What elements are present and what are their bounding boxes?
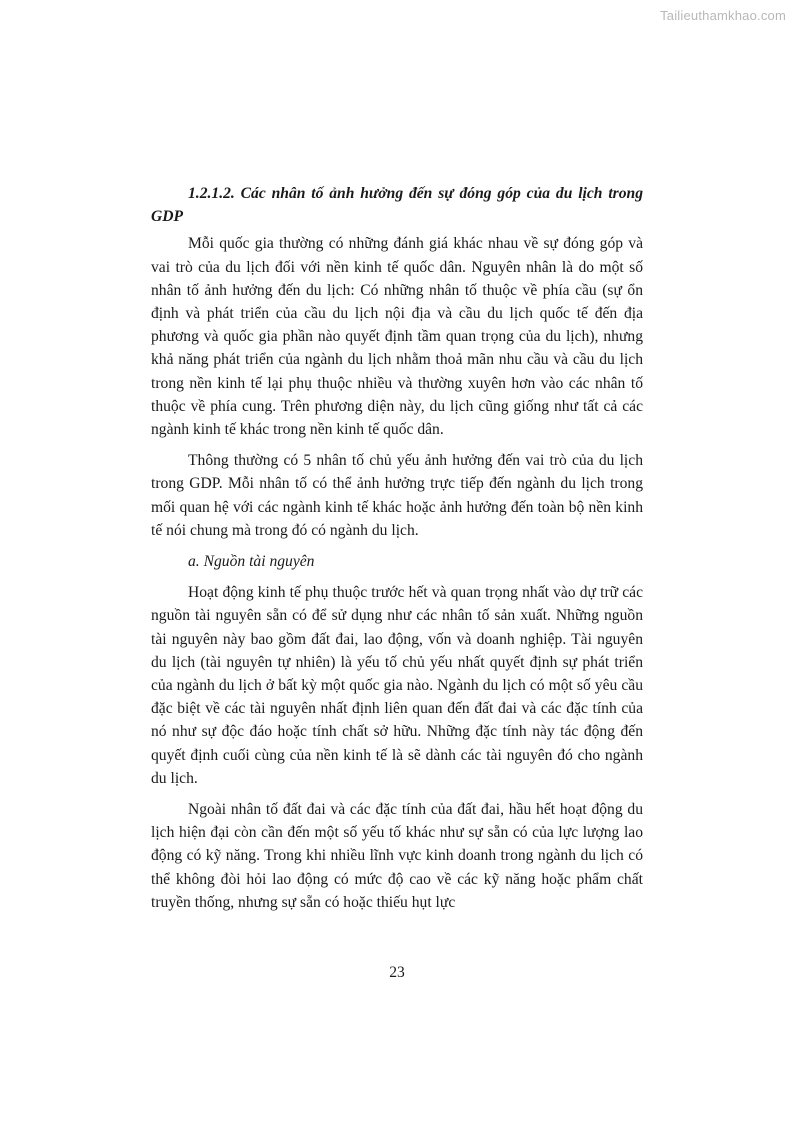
watermark: Tailieuthamkhao.com [660, 8, 786, 23]
page-number: 23 [389, 964, 405, 981]
paragraph-3: Hoạt động kinh tế phụ thuộc trước hết và quan trọng nhất vào dự trữ các nguồn tài nguyên sẵn có để sử dụng như các nhân tố sản xuất. Những nguồn tài nguyên này bao gồm đất đai, lao động, vốn và doanh nghiệp. Tài nguyên du lịch (tài nguyên tự nhiên) là yếu tố chủ yếu nhất quyết định sự phát triển của ngành du lịch ở bất kỳ một quốc gia nào. Ngành du lịch có một số yêu cầu đặc biệt về các tài nguyên nhất định liên quan đến đất đai và các đặc tính của nó như sự độc đáo hoặc tính chất sở hữu. Những đặc tính này tác động đến quyết định cuối cùng của nền kinh tế là sẽ dành các tài nguyên đó cho ngành du lịch. [151, 584, 643, 787]
paragraph-2: Thông thường có 5 nhân tố chủ yếu ảnh hưởng đến vai trò của du lịch trong GDP. Mỗi nhân tố có thể ảnh hưởng trực tiếp đến ngành du lịch trong mối quan hệ với các ngành kinh tế khác hoặc ảnh hưởng đến toàn bộ nền kinh tế nói chung mà trong đó có ngành du lịch. [151, 452, 643, 539]
page-content [151, 182, 643, 922]
paragraph-4: Ngoài nhân tố đất đai và các đặc tính của đất đai, hầu hết hoạt động du lịch hiện đại còn cần đến một số yếu tố khác như sự sẵn có của lực lượng lao động có kỹ năng. Trong khi nhiều lĩnh vực kinh doanh trong ngành du lịch có thể không đòi hỏi lao động có mức độ cao về các kỹ năng hoặc phẩm chất truyền thống, nhưng sự sẵn có hoặc thiếu hụt lực [151, 801, 643, 911]
paragraph-1: Mỗi quốc gia thường có những đánh giá khác nhau về sự đóng góp và vai trò của du lịch đối với nền kinh tế quốc dân. Nguyên nhân là do một số nhân tố ảnh hưởng đến du lịch: Có những nhân tố thuộc về phía cầu (sự ổn định và phát triển của cầu du lịch nội địa và cầu du lịch quốc tế đến địa phương và quốc gia phần nào quyết định tầm quan trọng của du lịch), nhưng khả năng phát triển của ngành du lịch nhằm thoả mãn nhu cầu và cầu du lịch trong nền kinh tế lại phụ thuộc nhiều và thường xuyên hơn vào các nhân tố thuộc về phía cung. Trên phương diện này, du lịch cũng giống như tất cả các ngành kinh tế khác trong nền kinh tế quốc dân. [151, 235, 643, 439]
section-heading: 1.2.1.2. Các nhân tố ảnh hưởng đến sự đóng góp của du lịch trong GDP [151, 185, 643, 226]
subsection-heading: a. Nguồn tài nguyên [188, 553, 315, 571]
